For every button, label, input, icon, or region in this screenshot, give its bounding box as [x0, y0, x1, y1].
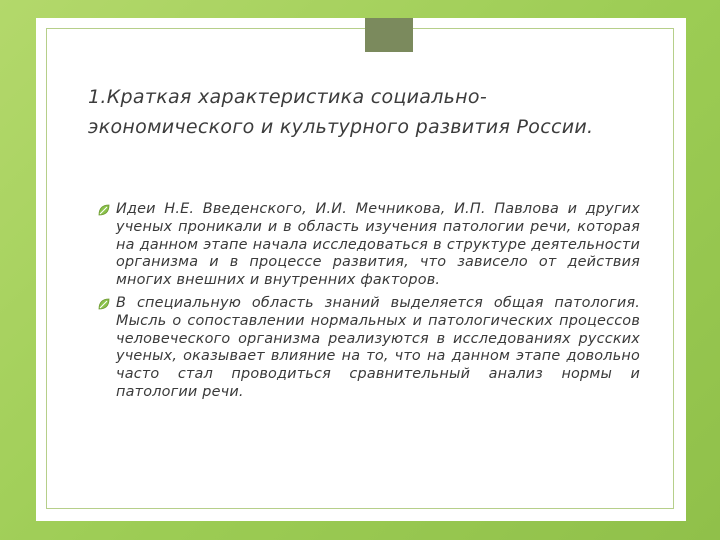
leaf-bullet-icon	[98, 298, 110, 310]
bullet-text: Идеи Н.Е. Введенского, И.И. Мечникова, И.П. Павлова и других ученых проникали и в область изучения патологии речи, которая на данном этапе начала исследоваться в структуре деятельности организма и в процессе развития, что зависело от действия многих внешних и внутренних факторов.	[116, 201, 640, 289]
slide	[36, 18, 686, 521]
bullet-list	[98, 201, 640, 407]
bullet-item	[98, 295, 640, 402]
accent-bar	[365, 18, 413, 52]
bullet-text: В специальную область знаний выделяется общая патология. Мысль о сопоставлении нормальных и патологических процессов человеческого организма реализуются в исследованиях русских ученых, оказывает влияние на то, что на данном этапе довольно часто стал проводиться сравнительный анализ нормы и патологии речи.	[116, 294, 640, 400]
slide-title: 1.Краткая характеристика социально-экономического и культурного развития России.	[88, 86, 594, 138]
leaf-bullet-icon	[98, 204, 110, 216]
bullet-item	[98, 201, 640, 290]
